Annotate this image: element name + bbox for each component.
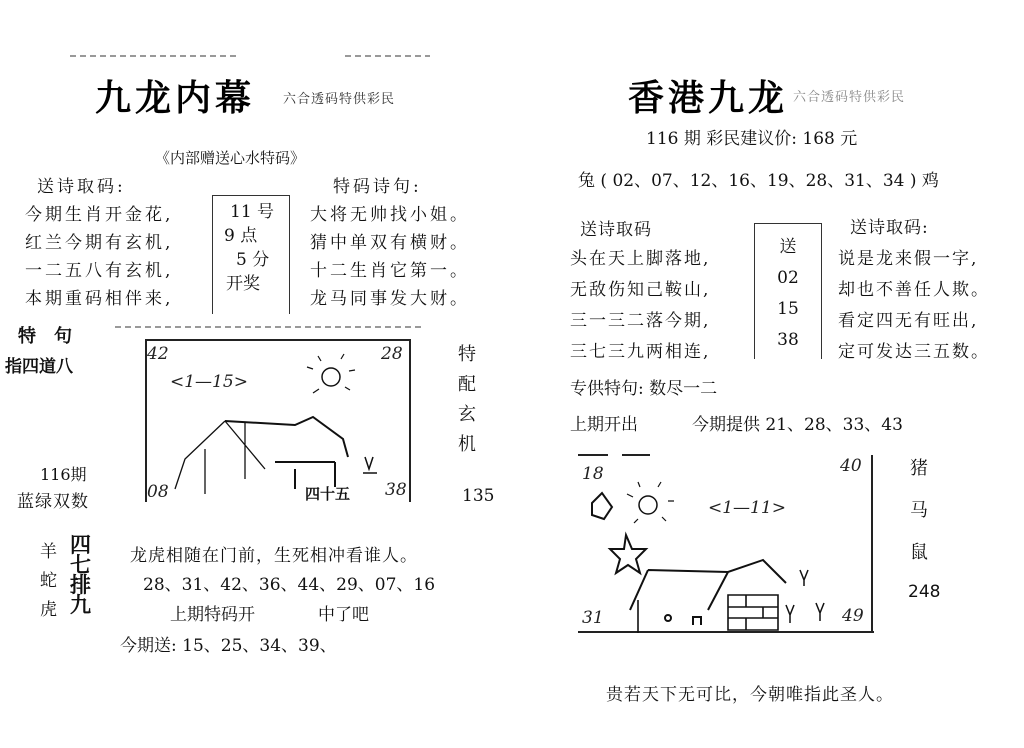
gift-number: 02 xyxy=(777,268,799,288)
closing-verse: 贵若天下无可比，今朝唯指此圣人。 xyxy=(606,685,894,705)
scan-artifact xyxy=(345,55,430,57)
side-char: 配 xyxy=(458,374,476,395)
side-char: 玄 xyxy=(458,404,476,425)
draw-day: 11 号 xyxy=(230,202,275,222)
poem-line: 头在天上脚落地, xyxy=(570,249,711,269)
svg-text:49: 49 xyxy=(842,606,864,626)
poem-line: 三七三九两相连, xyxy=(570,342,711,362)
zodiac-column xyxy=(40,538,57,625)
side-char: 马 xyxy=(910,500,928,521)
poem-line: 却也不善任人欺。 xyxy=(838,280,990,300)
zodiac-snake: 蛇 xyxy=(40,571,57,591)
poem-line: 红兰今期有玄机, xyxy=(25,233,174,253)
poem-lines-right-a xyxy=(570,244,710,368)
poem-line: 说是龙来假一字, xyxy=(838,249,979,269)
draw-hour: 9 点 xyxy=(224,226,258,246)
svg-text:40: 40 xyxy=(840,456,862,476)
poem-heading-right-a: 送诗取码 xyxy=(580,220,652,240)
special-phrase: 指四道八 xyxy=(5,357,73,377)
bold-char: 九 xyxy=(70,593,91,617)
svg-text:08: 08 xyxy=(147,482,169,502)
side-vertical-left xyxy=(458,340,476,460)
svg-text:<1—11>: <1—11> xyxy=(708,498,786,518)
house-sketch-icon xyxy=(578,455,873,633)
gift-numbers xyxy=(754,232,822,356)
special-phrase-label: 特 句 xyxy=(18,326,72,347)
last-issue-result: 中了吧 xyxy=(318,605,369,625)
svg-text:28: 28 xyxy=(381,344,403,364)
scan-artifact xyxy=(115,326,425,328)
bold-column xyxy=(70,535,91,615)
svg-text:38: 38 xyxy=(385,480,407,500)
zodiac-sheep: 羊 xyxy=(40,542,57,562)
side-vertical-right xyxy=(910,448,928,574)
side-char: 猪 xyxy=(910,458,928,479)
this-issue-right: 今期提供 21、28、33、43 xyxy=(692,415,903,435)
bold-char: 四 xyxy=(70,533,91,557)
side-number-left: 135 xyxy=(462,486,495,506)
special-poem-lines xyxy=(310,201,470,313)
issue-number: 116期 xyxy=(40,465,87,484)
draw-time-text xyxy=(224,200,275,296)
issue-hint: 蓝绿双数 xyxy=(17,492,89,512)
draw-label: 开奖 xyxy=(226,274,260,294)
poem-line: 三一三二落今期, xyxy=(570,311,711,331)
svg-text:<1—15>: <1—15> xyxy=(170,372,248,392)
this-issue-left: 今期送: 15、25、34、39、 xyxy=(120,636,337,656)
special-poem-line: 十二生肖它第一。 xyxy=(310,261,470,281)
gift-number: 15 xyxy=(777,299,799,319)
svg-text:18: 18 xyxy=(582,464,604,484)
bold-char: 排 xyxy=(70,573,91,597)
gift-label: 送 xyxy=(779,237,797,257)
poem-line: 定可发达三五数。 xyxy=(838,342,990,362)
house-sketch-icon xyxy=(145,339,410,504)
poem-heading-right-b: 送诗取码: xyxy=(850,218,929,238)
left-subtitle: 六合透码特供彩民 xyxy=(283,92,396,107)
last-issue-right: 上期开出 xyxy=(570,415,638,435)
draw-minute: 5 分 xyxy=(236,250,270,270)
scan-artifact xyxy=(70,55,240,57)
poem-line: 今期生肖开金花, xyxy=(25,205,174,225)
special-poem-heading: 特码诗句: xyxy=(333,177,422,197)
svg-text:42: 42 xyxy=(147,344,169,364)
last-issue-label: 上期特码开 xyxy=(170,605,255,625)
zodiac-numbers: 兔 ( 02、07、12、16、19、28、31、34 ) 鸡 xyxy=(578,171,939,191)
verse-left: 龙虎相随在门前，生死相冲看谁人。 xyxy=(130,546,418,566)
side-char: 机 xyxy=(458,434,476,455)
special-poem-line: 猜中单双有横财。 xyxy=(310,233,470,253)
side-char: 鼠 xyxy=(910,542,928,563)
gift-number: 38 xyxy=(777,330,799,350)
gift-heading: 《内部赠送心水特码》 xyxy=(155,149,306,167)
poem-lines xyxy=(25,201,173,313)
poem-line: 一二五八有玄机, xyxy=(25,261,174,281)
poem-heading: 送诗取码: xyxy=(37,177,126,197)
right-title: 香港九龙 xyxy=(628,78,789,119)
svg-text:四十五: 四十五 xyxy=(305,485,351,503)
poem-line: 无敌伤知己鞍山, xyxy=(570,280,711,300)
svg-text:31: 31 xyxy=(582,608,604,628)
zodiac-tiger: 虎 xyxy=(40,600,57,620)
side-number-right: 248 xyxy=(908,582,941,602)
poem-line: 看定四无有旺出, xyxy=(838,311,979,331)
special-poem-line: 龙马同事发大财。 xyxy=(310,289,470,309)
special-poem-line: 大将无帅找小姐。 xyxy=(310,205,470,225)
left-title: 九龙内幕 xyxy=(95,78,256,119)
right-subtitle: 六合透码特供彩民 xyxy=(793,90,906,105)
price-line: 116 期 彩民建议价: 168 元 xyxy=(646,129,858,149)
numbers-line: 28、31、42、36、44、29、07、16 xyxy=(143,575,436,595)
side-char: 特 xyxy=(458,344,476,365)
poem-lines-right-b xyxy=(838,244,990,368)
bold-char: 七 xyxy=(70,553,91,577)
special-phrase-right: 专供特句: 数尽一二 xyxy=(570,379,718,399)
poem-line: 本期重码相伴来, xyxy=(25,289,174,309)
